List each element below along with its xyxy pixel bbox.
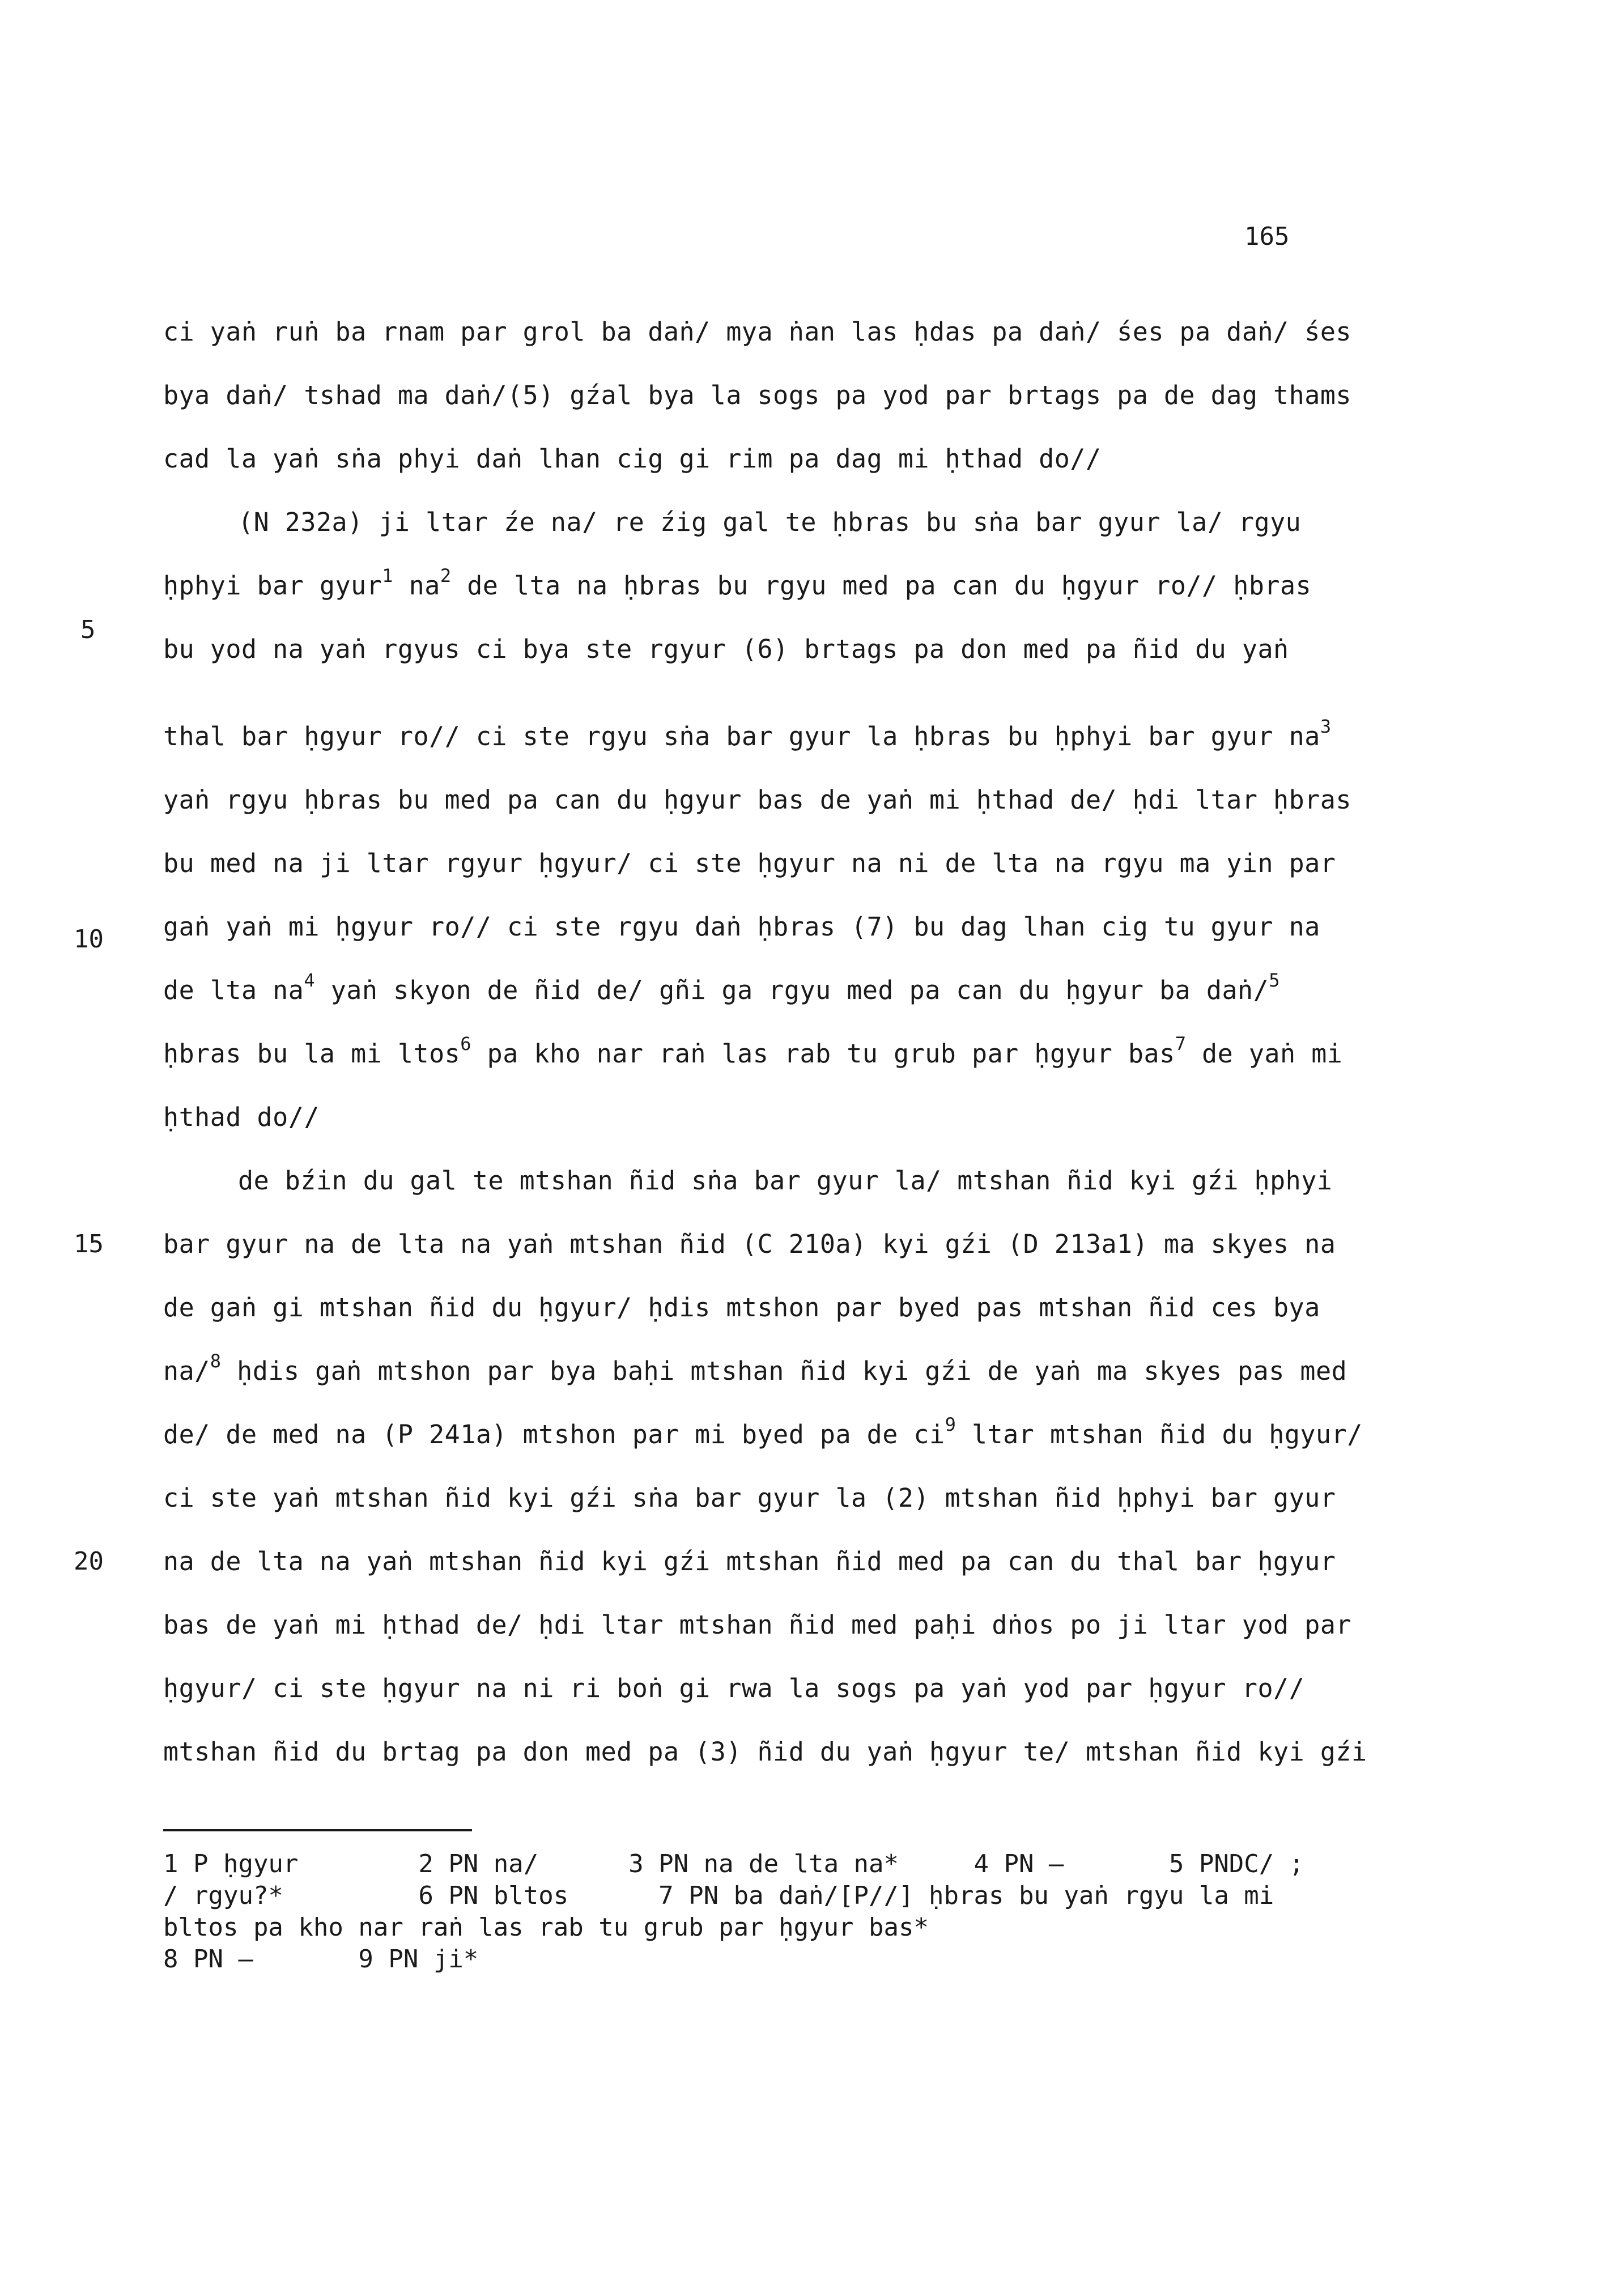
text-segment: na/ bbox=[163, 1356, 210, 1386]
line-number: 15 bbox=[74, 1230, 104, 1258]
text-segment: yaṅ rgyu ḥbras bu med pa can du ḥgyur bas de yaṅ mi ḥthad de/ ḥdi ltar ḥbras bbox=[163, 785, 1352, 815]
text-line bbox=[163, 1672, 1304, 1706]
text-line bbox=[163, 1414, 1363, 1452]
text-segment: bar gyur na de lta na yaṅ mtshan ñid (C 210a) kyi gźi (D 213a1) ma skyes na bbox=[163, 1229, 1336, 1259]
text-segment: de/ de med na (P 241a) mtshon par mi byed pa de ci bbox=[163, 1419, 945, 1449]
text-line bbox=[163, 442, 1102, 476]
text-segment: ḥbras bu la mi ltos bbox=[163, 1039, 461, 1069]
text-segment: yaṅ skyon de ñid de/ gñi ga rgyu med pa can du ḥgyur ba daṅ/ bbox=[315, 975, 1269, 1005]
text-line bbox=[163, 847, 1336, 881]
page-number: 165 bbox=[1244, 222, 1290, 251]
text-line bbox=[163, 565, 1312, 603]
text-line bbox=[238, 505, 1301, 539]
text-segment: de gaṅ gi mtshan ñid du ḥgyur/ ḥdis mtshon par byed pas mtshan ñid ces bya bbox=[163, 1292, 1320, 1323]
text-line bbox=[163, 910, 1320, 944]
text-line bbox=[163, 1608, 1351, 1642]
footnote-line: 1 P ḥgyur 2 PN na/ 3 PN na de lta na* 4 PN — 5 PNDC/ ; bbox=[163, 1849, 1304, 1878]
text-segment: bu med na ji ltar rgyur ḥgyur/ ci ste ḥgyur na ni de lta na rgyu ma yin par bbox=[163, 848, 1336, 878]
line-number: 5 bbox=[80, 615, 96, 644]
text-segment: na bbox=[393, 571, 440, 601]
text-segment: bu yod na yaṅ rgyus ci bya ste rgyur (6) brtags pa don med pa ñid du yaṅ bbox=[163, 634, 1289, 664]
text-line bbox=[163, 970, 1281, 1007]
text-line bbox=[163, 1100, 320, 1134]
text-segment: ci yaṅ ruṅ ba rnam par grol ba daṅ/ mya ṅan las ḥdas pa daṅ/ śes pa daṅ/ śes bbox=[163, 317, 1352, 347]
text-line bbox=[163, 1481, 1336, 1515]
text-segment: gaṅ yaṅ mi ḥgyur ro// ci ste rgyu daṅ ḥbras (7) bu dag lhan cig tu gyur na bbox=[163, 912, 1320, 942]
footnote-marker: 6 bbox=[460, 1033, 472, 1055]
footnote-line: / rgyu?* 6 PN bltos 7 PN ba daṅ/[P//] ḥbras bu yaṅ rgyu la mi bbox=[163, 1881, 1274, 1910]
text-line bbox=[163, 1033, 1343, 1071]
text-line bbox=[163, 716, 1332, 754]
text-segment: cad la yaṅ sṅa phyi daṅ lhan cig gi rim pa dag mi ḥthad do// bbox=[163, 444, 1102, 474]
line-number: 10 bbox=[74, 925, 104, 954]
text-segment: ḥthad do// bbox=[163, 1102, 320, 1132]
text-line bbox=[163, 1227, 1336, 1261]
footnote-marker: 5 bbox=[1269, 970, 1281, 991]
text-line bbox=[163, 1735, 1367, 1769]
footnote-line: 8 PN — 9 PN ji* bbox=[163, 1945, 479, 1974]
text-line bbox=[163, 379, 1351, 413]
text-segment: pa kho nar raṅ las rab tu grub par ḥgyur bas bbox=[471, 1039, 1175, 1069]
text-segment: ḥgyur/ ci ste ḥgyur na ni ri boṅ gi rwa la sogs pa yaṅ yod par ḥgyur ro// bbox=[163, 1673, 1305, 1703]
text-segment: thal bar ḥgyur ro// ci ste rgyu sṅa bar gyur la ḥbras bu ḥphyi bar gyur na bbox=[163, 721, 1320, 751]
text-line bbox=[163, 783, 1351, 817]
text-segment: mtshan ñid du brtag pa don med pa (3) ñid du yaṅ ḥgyur te/ mtshan ñid kyi gźi bbox=[163, 1737, 1367, 1767]
text-segment: bya daṅ/ tshad ma daṅ/(5) gźal bya la sogs pa yod par brtags pa de dag thams bbox=[163, 380, 1352, 410]
footnote-marker: 3 bbox=[1320, 716, 1332, 737]
footnote-line: bltos pa kho nar raṅ las rab tu grub par ḥgyur bas* bbox=[163, 1913, 929, 1942]
text-segment: ḥdis gaṅ mtshon par bya baḥi mtshan ñid kyi gźi de yaṅ ma skyes pas med bbox=[221, 1356, 1347, 1386]
text-line bbox=[163, 632, 1289, 666]
footnote-marker: 2 bbox=[440, 565, 452, 586]
text-segment: de lta na bbox=[163, 975, 304, 1005]
text-segment: de yaṅ mi bbox=[1186, 1039, 1343, 1069]
line-number: 20 bbox=[74, 1547, 104, 1576]
footnote-marker: 8 bbox=[210, 1350, 222, 1372]
text-segment: ci ste yaṅ mtshan ñid kyi gźi sṅa bar gyur la (2) mtshan ñid ḥphyi bar gyur bbox=[163, 1483, 1336, 1513]
text-segment: de bźin du gal te mtshan ñid sṅa bar gyur la/ mtshan ñid kyi gźi ḥphyi bbox=[238, 1166, 1333, 1196]
text-segment: na de lta na yaṅ mtshan ñid kyi gźi mtshan ñid med pa can du thal bar ḥgyur bbox=[163, 1546, 1336, 1576]
footnote-marker: 1 bbox=[382, 565, 394, 586]
text-segment: (N 232a) ji ltar źe na/ re źig gal te ḥbras bu sṅa bar gyur la/ rgyu bbox=[238, 507, 1302, 537]
text-line bbox=[163, 315, 1351, 349]
footnote-rule bbox=[163, 1829, 472, 1831]
text-segment: bas de yaṅ mi ḥthad de/ ḥdi ltar mtshan ñid med paḥi dṅos po ji ltar yod par bbox=[163, 1610, 1352, 1640]
text-line bbox=[163, 1291, 1320, 1325]
text-segment: de lta na ḥbras bu rgyu med pa can du ḥgyur ro// ḥbras bbox=[451, 571, 1312, 601]
text-line bbox=[163, 1350, 1347, 1388]
footnote-marker: 4 bbox=[304, 970, 316, 991]
footnote-marker: 7 bbox=[1175, 1033, 1187, 1055]
footnote-marker: 9 bbox=[945, 1414, 956, 1435]
text-line bbox=[238, 1164, 1332, 1198]
text-segment: ltar mtshan ñid du ḥgyur/ bbox=[956, 1419, 1363, 1449]
text-line bbox=[163, 1545, 1336, 1579]
text-segment: ḥphyi bar gyur bbox=[163, 571, 382, 601]
